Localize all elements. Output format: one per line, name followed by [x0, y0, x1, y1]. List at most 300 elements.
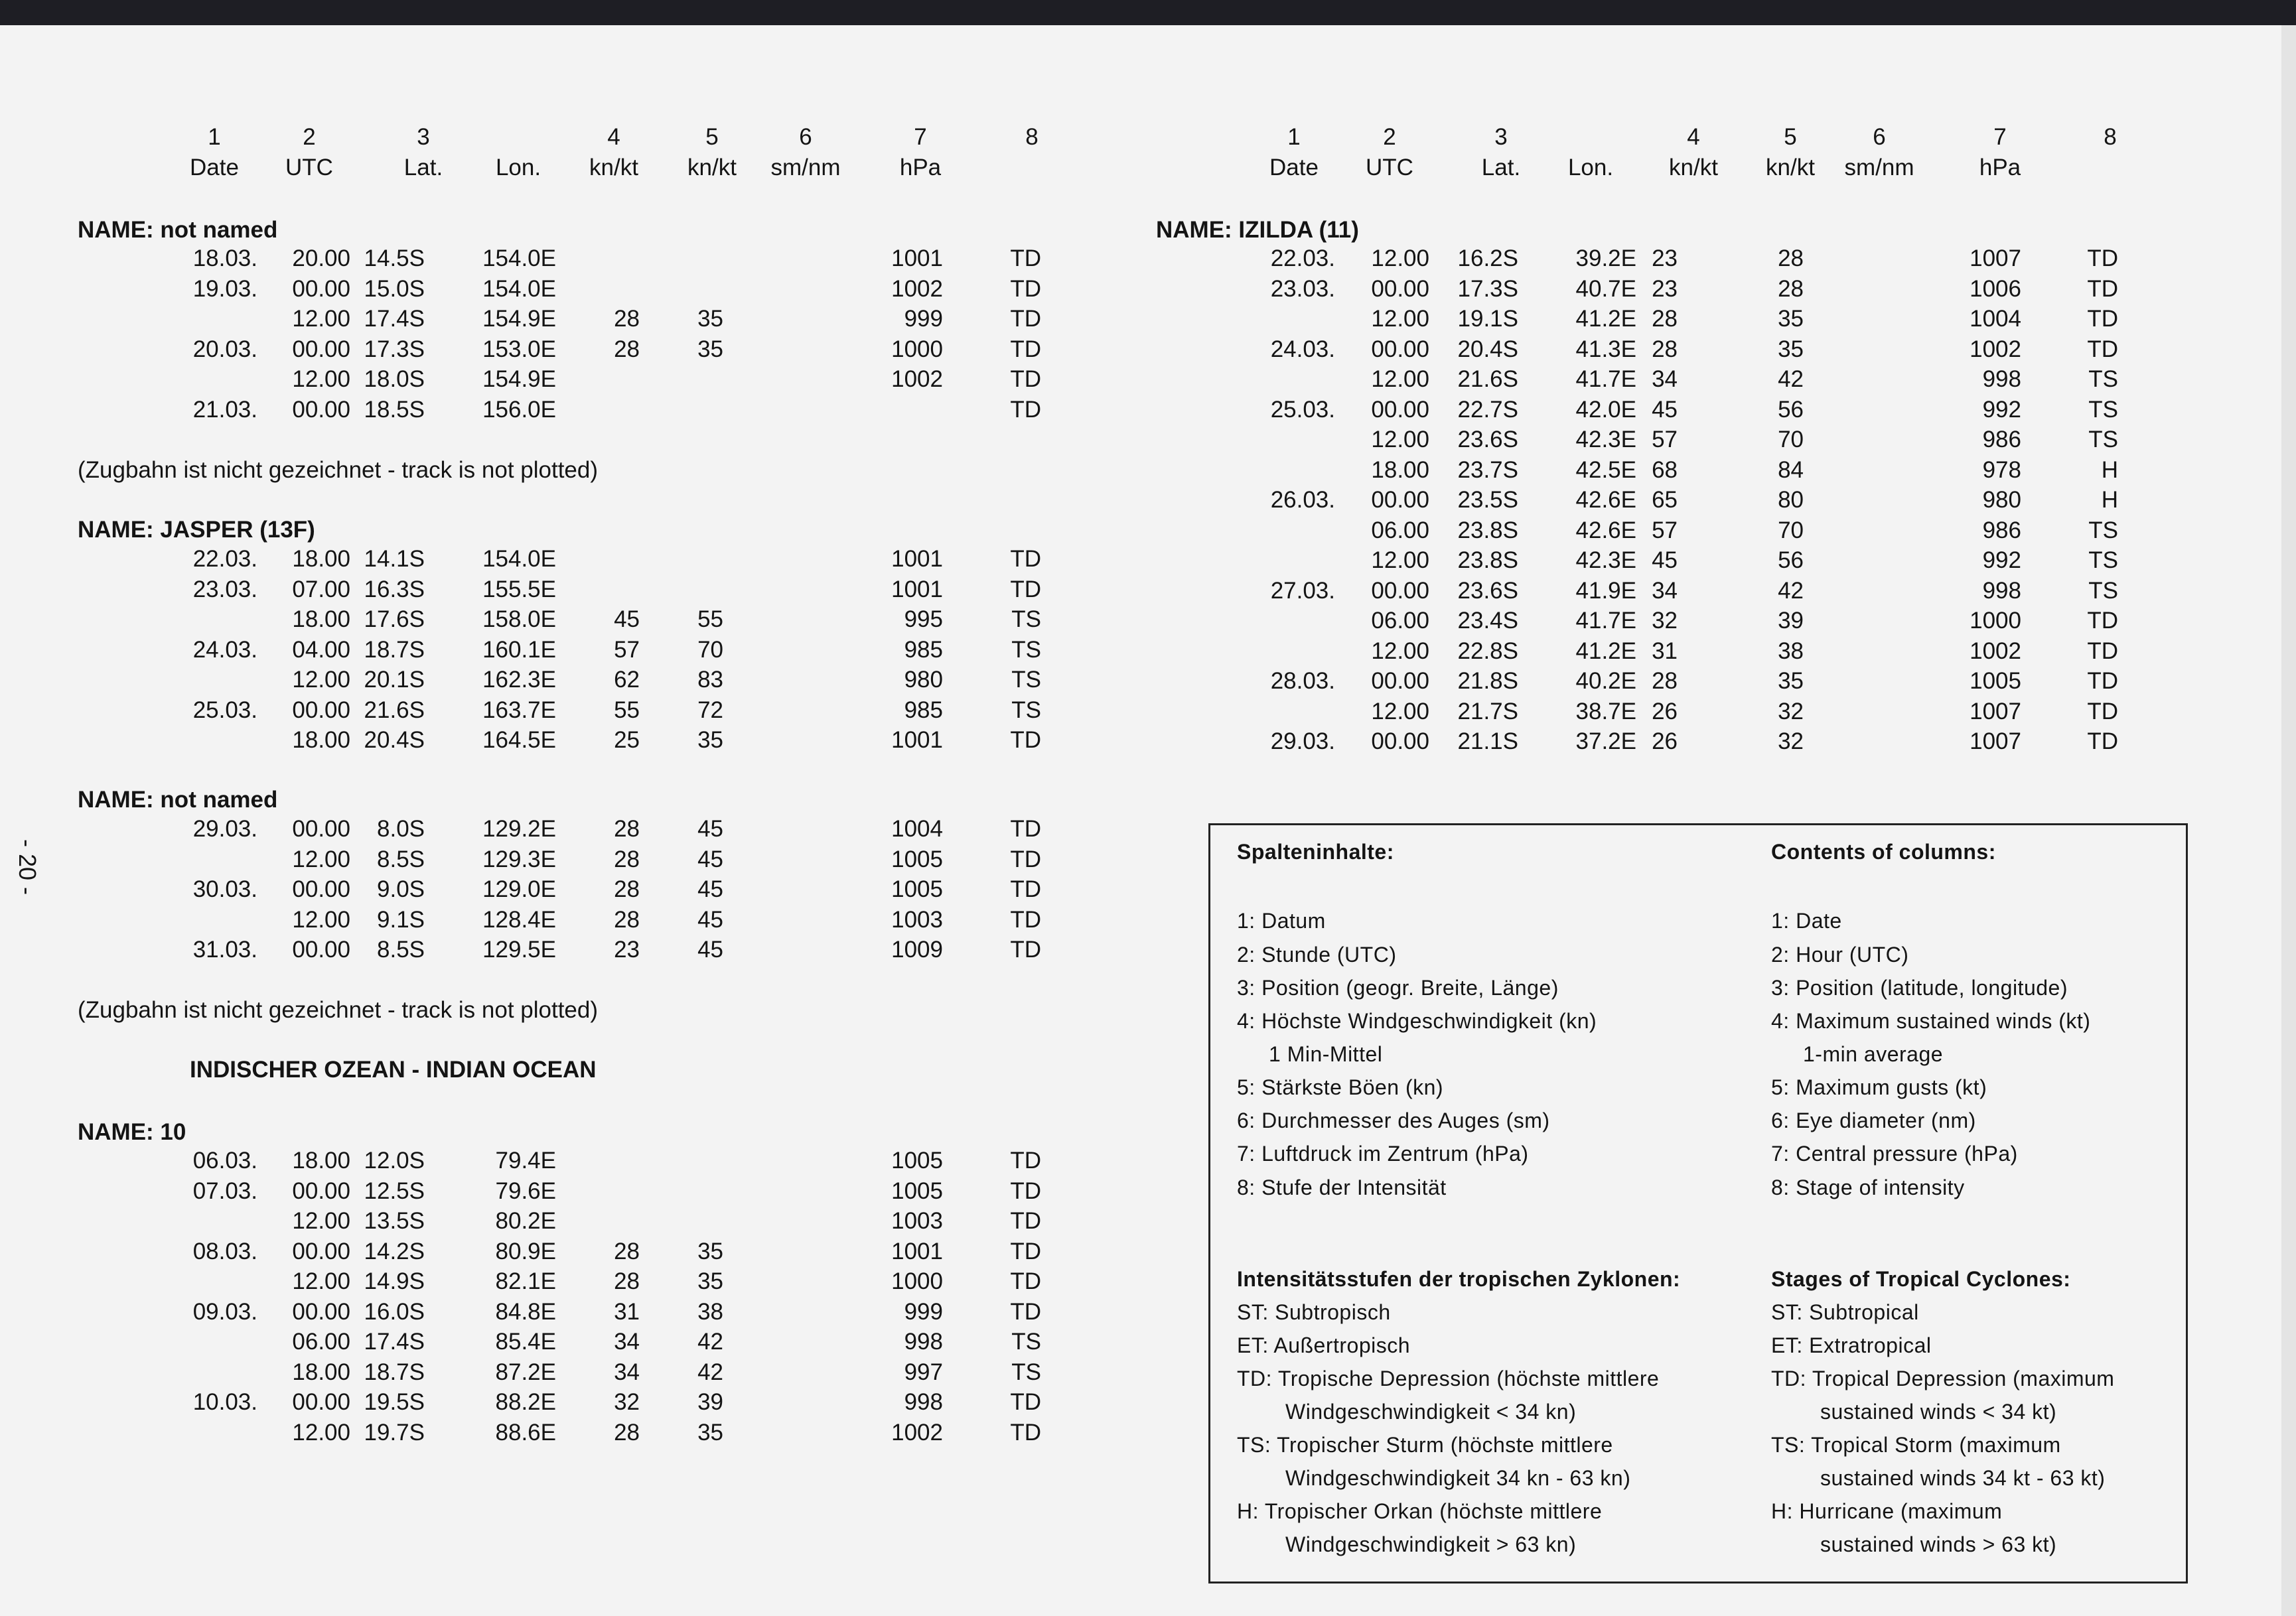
cell-gust: 32	[1778, 728, 1804, 754]
cell-utc: 00.00	[292, 1178, 350, 1204]
cell-lon: 79.4E	[495, 1148, 556, 1174]
storm-name: NAME: not named	[78, 787, 278, 813]
cell-lat: 22.7S	[1457, 396, 1518, 423]
table-row	[0, 697, 2118, 727]
table-row	[0, 455, 2118, 486]
cell-stage: TD	[1010, 876, 1041, 902]
legend-item: 2: Stunde (UTC)	[1237, 943, 1397, 967]
cell-utc: 12.00	[1371, 638, 1429, 664]
cell-utc: 12.00	[292, 366, 350, 392]
cell-gust: 45	[697, 876, 723, 902]
cell-gust: 42	[1778, 366, 1804, 392]
cell-lat: 16.2S	[1457, 245, 1518, 271]
cell-utc: 00.00	[1371, 728, 1429, 754]
cell-date: 29.03.	[1270, 728, 1335, 754]
table-row	[0, 814, 1041, 844]
cell-pressure: 995	[904, 606, 943, 632]
cell-lon: 80.2E	[495, 1208, 556, 1234]
legend-item: 3: Position (geogr. Breite, Länge)	[1237, 976, 1559, 1000]
cell-utc: 18.00	[292, 1359, 350, 1385]
cell-lat: 23.5S	[1457, 487, 1518, 513]
cell-lat: 17.3S	[364, 336, 425, 362]
cell-pressure: 1006	[1970, 275, 2021, 302]
cell-gust: 45	[697, 846, 723, 872]
cell-lon: 88.6E	[495, 1419, 556, 1446]
table-row	[0, 935, 1041, 965]
header-col-8: 8	[2104, 124, 2117, 150]
cell-wind: 23	[1652, 245, 1678, 271]
cell-lon: 42.6E	[1575, 517, 1636, 543]
cell-stage: TS	[1011, 667, 1041, 693]
table-row	[0, 364, 2118, 395]
cell-pressure: 1005	[1970, 668, 2021, 694]
cell-lat: 17.4S	[364, 1329, 425, 1355]
table-row	[0, 576, 2118, 606]
cell-stage: TD	[1010, 306, 1041, 332]
cell-lat: 23.6S	[1457, 427, 1518, 452]
header-col-3: 3 Lat.	[1481, 124, 1521, 180]
cell-wind: 28	[614, 906, 640, 933]
header-col-5: 5 kn/kt	[687, 124, 737, 180]
storm-name: NAME: not named	[78, 217, 278, 243]
storm-name: NAME: 10	[78, 1119, 186, 1145]
cell-pressure: 978	[1982, 456, 2021, 483]
cell-pressure: 999	[904, 306, 943, 332]
legend-item: 5: Stärkste Böen (kn)	[1237, 1075, 1444, 1099]
cell-wind: 45	[1652, 547, 1678, 573]
cell-gust: 56	[1778, 547, 1804, 573]
cell-lon: 38.7E	[1575, 698, 1636, 724]
cell-utc: 00.00	[292, 876, 350, 902]
cell-lon: 80.9E	[495, 1238, 556, 1264]
cell-gust: 70	[1778, 517, 1804, 543]
cell-pressure: 998	[904, 1389, 943, 1415]
track-note: (Zugbahn ist nicht gezeichnet - track is not plotted)	[78, 997, 599, 1023]
cell-pressure: 1002	[1970, 336, 2021, 362]
cell-stage: TD	[2087, 275, 2118, 302]
cell-pressure: 1002	[891, 275, 943, 302]
cell-pressure: 985	[904, 636, 943, 663]
cell-gust: 80	[1778, 487, 1804, 513]
cell-stage: TD	[1010, 275, 1041, 302]
cell-lat: 13.5S	[364, 1208, 425, 1234]
cell-wind: 28	[1652, 668, 1678, 694]
cell-wind: 68	[1652, 456, 1678, 483]
cell-stage: TS	[2088, 396, 2118, 423]
cell-stage: TD	[1010, 1298, 1041, 1325]
cell-wind: 26	[1652, 728, 1678, 754]
cell-gust: 35	[697, 336, 723, 362]
cell-lat: 18.0S	[364, 366, 425, 392]
cell-pressure: 992	[1982, 396, 2021, 423]
table-row	[0, 1327, 1041, 1357]
cell-pressure: 1004	[1970, 306, 2021, 332]
cell-gust: 28	[1778, 275, 1804, 302]
ocean-heading: INDISCHER OZEAN - INDIAN OCEAN	[190, 1057, 597, 1083]
cell-lon: 129.5E	[482, 937, 556, 963]
cell-pressure: 980	[1982, 487, 2021, 513]
stage-item: TD: Tropische Depression (höchste mittlere	[1237, 1367, 1660, 1390]
cell-lat: 23.4S	[1457, 608, 1518, 634]
cell-gust: 45	[697, 816, 723, 842]
cell-utc: 00.00	[1371, 396, 1429, 423]
legend-item: 1: Date	[1771, 909, 1842, 933]
cell-stage: TS	[2088, 517, 2118, 543]
cell-utc: 00.00	[1371, 487, 1429, 513]
header-col-7: 7 hPa	[899, 124, 942, 180]
cell-lon: 154.0E	[482, 275, 556, 302]
cell-wind: 32	[1652, 608, 1678, 634]
cell-pressure: 1000	[891, 336, 943, 362]
cell-pressure: 1007	[1970, 728, 2021, 754]
cell-wind: 57	[1652, 517, 1678, 543]
cell-stage: TD	[2087, 336, 2118, 362]
cell-utc: 00.00	[292, 1238, 350, 1264]
table-row	[0, 334, 2118, 365]
cell-gust: 42	[697, 1359, 723, 1385]
cell-stage: TD	[1010, 1208, 1041, 1234]
cell-gust: 38	[697, 1298, 723, 1325]
header-col-5: 5 kn/kt	[1766, 124, 1815, 180]
cell-wind: 28	[614, 336, 640, 362]
stage-item: sustained winds < 34 kt)	[1820, 1400, 2057, 1424]
cell-lon: 41.7E	[1575, 366, 1636, 392]
cell-date: 08.03.	[192, 1238, 257, 1264]
cell-date: 23.03.	[192, 576, 257, 602]
table-row	[0, 1237, 1041, 1267]
cell-utc: 12.00	[292, 1419, 350, 1446]
cell-lat: 21.8S	[1457, 668, 1518, 694]
cell-wind: 28	[1652, 336, 1678, 362]
cell-wind: 32	[614, 1389, 640, 1415]
cell-stage: TD	[1010, 1148, 1041, 1174]
cell-pressure: 1001	[891, 546, 943, 572]
cell-gust: 35	[1778, 336, 1804, 362]
cell-utc: 18.00	[292, 606, 350, 632]
legend-item: 2: Hour (UTC)	[1771, 943, 1909, 967]
cell-date: 19.03.	[192, 275, 257, 302]
cell-stage: TD	[2087, 668, 2118, 694]
cell-lat: 12.5S	[364, 1178, 425, 1204]
cell-wind: 65	[1652, 487, 1678, 513]
cell-pressure: 998	[1982, 577, 2021, 604]
cell-utc: 07.00	[292, 576, 350, 602]
table-row	[0, 1146, 1041, 1176]
cell-utc: 12.00	[1371, 547, 1429, 573]
cell-lat: 8.5S	[377, 937, 425, 963]
table-row	[0, 485, 2118, 515]
cell-lat: 8.5S	[377, 846, 425, 872]
cell-gust: 83	[697, 667, 723, 693]
cell-stage: TD	[2087, 245, 2118, 271]
cell-gust: 42	[697, 1329, 723, 1355]
cell-wind: 25	[614, 727, 640, 753]
stage-item: TS: Tropical Storm (maximum	[1771, 1433, 2061, 1457]
cell-wind: 28	[614, 816, 640, 842]
cell-lat: 19.5S	[364, 1389, 425, 1415]
cell-utc: 00.00	[292, 1389, 350, 1415]
cell-lat: 19.1S	[1457, 306, 1518, 332]
table-row	[0, 545, 2118, 576]
stage-item: H: Hurricane (maximum	[1771, 1499, 2003, 1523]
stage-item: Windgeschwindigkeit < 34 kn)	[1285, 1400, 1577, 1424]
cell-utc: 12.00	[292, 667, 350, 693]
cell-utc: 20.00	[292, 245, 350, 271]
legend-item: 1 Min-Mittel	[1269, 1042, 1383, 1066]
track-note: (Zugbahn ist nicht gezeichnet - track is not plotted)	[78, 457, 599, 483]
stage-item: sustained winds 34 kt - 63 kt)	[1820, 1466, 2106, 1490]
cell-date: 07.03.	[192, 1178, 257, 1204]
cell-lat: 18.7S	[364, 1359, 425, 1385]
cell-utc: 00.00	[292, 336, 350, 362]
table-row	[0, 1418, 1041, 1448]
cell-utc: 18.00	[292, 727, 350, 753]
cell-utc: 12.00	[1371, 245, 1429, 271]
cell-stage: TD	[1010, 906, 1041, 933]
cell-stage: TD	[1010, 336, 1041, 362]
cell-pressure: 1002	[1970, 638, 2021, 664]
cell-lat: 17.3S	[1457, 275, 1518, 302]
cell-utc: 12.00	[292, 846, 350, 872]
table-row	[0, 274, 2118, 304]
cell-utc: 18.00	[292, 546, 350, 572]
legend-heading-de: Spalteninhalte:	[1237, 840, 1394, 864]
cell-lon: 160.1E	[482, 636, 556, 663]
cell-utc: 12.00	[1371, 306, 1429, 332]
cell-pressure: 1007	[1970, 698, 2021, 724]
cell-pressure: 1001	[891, 576, 943, 602]
cell-lat: 20.1S	[364, 667, 425, 693]
cell-lat: 9.0S	[377, 876, 425, 902]
cell-stage: TS	[2088, 577, 2118, 604]
cell-lon: 42.6E	[1575, 487, 1636, 513]
cell-lon: 84.8E	[495, 1298, 556, 1325]
cell-lon: 41.3E	[1575, 336, 1636, 362]
cell-wind: 55	[614, 697, 640, 723]
stage-item: Windgeschwindigkeit 34 kn - 63 kn)	[1285, 1466, 1631, 1490]
cell-lat: 14.5S	[364, 245, 425, 271]
legend-item: 7: Luftdruck im Zentrum (hPa)	[1237, 1142, 1529, 1166]
cell-pressure: 1002	[891, 366, 943, 392]
cell-lon: 40.7E	[1575, 275, 1636, 302]
cell-wind: 28	[614, 1419, 640, 1446]
cell-gust: 45	[697, 937, 723, 963]
cell-gust: 35	[697, 1419, 723, 1446]
cell-lon: 163.7E	[482, 697, 556, 723]
cell-stage: TD	[1010, 546, 1041, 572]
cell-stage: TD	[2087, 728, 2118, 754]
cell-stage: TD	[1010, 937, 1041, 963]
cell-lon: 154.9E	[482, 306, 556, 332]
table-row	[0, 874, 1041, 905]
table-row	[0, 606, 2118, 636]
cell-wind: 28	[614, 876, 640, 902]
cell-stage: TD	[1010, 1178, 1041, 1204]
cell-utc: 00.00	[292, 1298, 350, 1325]
scan-right-edge	[2281, 25, 2296, 1616]
cell-utc: 06.00	[1371, 517, 1429, 543]
cell-utc: 12.00	[292, 306, 350, 332]
cell-gust: 35	[697, 1238, 723, 1264]
legend-item: 8: Stufe der Intensität	[1237, 1176, 1447, 1199]
cell-stage: H	[2101, 487, 2118, 513]
cell-stage: TD	[1010, 396, 1041, 423]
cell-lon: 156.0E	[482, 396, 556, 423]
cell-lat: 21.6S	[364, 697, 425, 723]
legend-item: 3: Position (latitude, longitude)	[1771, 976, 2068, 1000]
cell-lon: 37.2E	[1575, 728, 1636, 754]
cell-lon: 41.2E	[1575, 306, 1636, 332]
cell-date: 25.03.	[192, 697, 257, 723]
table-row	[0, 1266, 1041, 1297]
cell-lat: 18.7S	[364, 636, 425, 663]
cell-date: 25.03.	[1270, 396, 1335, 423]
table-row	[0, 395, 2118, 425]
cell-pressure: 997	[904, 1359, 943, 1385]
cell-date: 23.03.	[1270, 275, 1335, 302]
cell-gust: 56	[1778, 396, 1804, 423]
stage-item: TD: Tropical Depression (maximum	[1771, 1367, 2115, 1390]
cell-lat: 19.7S	[364, 1419, 425, 1446]
cell-pressure: 992	[1982, 547, 2021, 573]
cell-date: 18.03.	[192, 245, 257, 271]
cell-utc: 18.00	[1371, 456, 1429, 483]
cell-date: 24.03.	[192, 636, 257, 663]
cell-stage: TS	[2088, 547, 2118, 573]
cell-lat: 17.4S	[364, 306, 425, 332]
cell-pressure: 1001	[891, 245, 943, 271]
cell-lat: 15.0S	[364, 275, 425, 302]
cell-utc: 12.00	[292, 1208, 350, 1234]
cell-wind: 23	[1652, 275, 1678, 302]
cell-lat: 17.6S	[364, 606, 425, 632]
cell-wind: 28	[614, 846, 640, 872]
cell-lon: 42.3E	[1575, 427, 1636, 452]
cell-lat: 20.4S	[364, 727, 425, 753]
stage-item: sustained winds > 63 kt)	[1820, 1532, 2057, 1556]
cell-pressure: 1009	[891, 937, 943, 963]
cell-gust: 45	[697, 906, 723, 933]
cell-utc: 00.00	[1371, 336, 1429, 362]
cell-stage: TS	[1011, 1359, 1041, 1385]
cell-pressure: 986	[1982, 427, 2021, 452]
cell-lat: 14.2S	[364, 1238, 425, 1264]
cell-lat: 21.7S	[1457, 698, 1518, 724]
cell-stage: TD	[1010, 816, 1041, 842]
table-row	[0, 304, 2118, 334]
cell-pressure: 1003	[891, 1208, 943, 1234]
storm-name: NAME: JASPER (13F)	[78, 517, 315, 543]
cell-gust: 55	[697, 606, 723, 632]
header-col-7: 7 hPa	[1979, 124, 2021, 180]
cell-pressure: 1004	[891, 816, 943, 842]
cell-lon: 79.6E	[495, 1178, 556, 1204]
cell-gust: 70	[697, 636, 723, 663]
cell-lon: 41.9E	[1575, 577, 1636, 604]
cell-wind: 45	[614, 606, 640, 632]
cell-lon: 129.2E	[482, 816, 556, 842]
cell-stage: TD	[2087, 608, 2118, 634]
cell-gust: 35	[697, 306, 723, 332]
cell-lon: 42.5E	[1575, 456, 1636, 483]
cell-lon: 154.0E	[482, 546, 556, 572]
cell-stage: TS	[2088, 427, 2118, 452]
stage-item: ET: Extratropical	[1771, 1333, 1932, 1357]
cell-stage: TD	[1010, 245, 1041, 271]
cell-gust: 84	[1778, 456, 1804, 483]
header-col-8: 8	[1025, 124, 1039, 150]
cell-date: 20.03.	[192, 336, 257, 362]
cell-stage: TS	[1011, 636, 1041, 663]
cell-lon: 129.0E	[482, 876, 556, 902]
cell-lon: 41.7E	[1575, 608, 1636, 634]
legend-item: 4: Maximum sustained winds (kt)	[1771, 1009, 2091, 1033]
header-col-4: 4 kn/kt	[589, 124, 638, 180]
table-row	[0, 905, 1041, 935]
cell-date: 30.03.	[192, 876, 257, 902]
cell-pressure: 998	[1982, 366, 2021, 392]
cell-lat: 21.6S	[1457, 366, 1518, 392]
cell-stage: TD	[1010, 366, 1041, 392]
stage-item: ST: Subtropical	[1771, 1300, 1919, 1324]
cell-lon: 164.5E	[482, 727, 556, 753]
cell-gust: 38	[1778, 638, 1804, 664]
cell-date: 24.03.	[1270, 336, 1335, 362]
cell-stage: TD	[1010, 727, 1041, 753]
cell-lat: 23.8S	[1457, 547, 1518, 573]
cell-lon: 82.1E	[495, 1268, 556, 1294]
cell-date: 22.03.	[1270, 245, 1335, 271]
cell-stage: TS	[2088, 366, 2118, 392]
table-row	[0, 1297, 1041, 1327]
stage-item: H: Tropischer Orkan (höchste mittlere	[1237, 1499, 1603, 1523]
cell-pressure: 1002	[891, 1419, 943, 1446]
cell-stage: TD	[2087, 306, 2118, 332]
cell-gust: 72	[697, 697, 723, 723]
cell-lon: 40.2E	[1575, 668, 1636, 694]
cell-date: 21.03.	[192, 396, 257, 423]
cell-utc: 00.00	[292, 396, 350, 423]
cell-wind: 62	[614, 667, 640, 693]
cell-utc: 00.00	[1371, 668, 1429, 694]
cell-utc: 12.00	[292, 1268, 350, 1294]
cell-stage: TD	[1010, 576, 1041, 602]
cell-stage: TD	[1010, 1238, 1041, 1264]
stage-item: ET: Außertropisch	[1237, 1333, 1411, 1357]
stage-item: Windgeschwindigkeit > 63 kn)	[1285, 1532, 1577, 1556]
cell-pressure: 985	[904, 697, 943, 723]
header-col-4: 4 kn/kt	[1669, 124, 1718, 180]
table-row	[0, 425, 2118, 455]
page-number: - 20 -	[14, 839, 41, 896]
cell-utc: 12.00	[1371, 698, 1429, 724]
table-row	[0, 726, 2118, 757]
cell-pressure: 1001	[891, 1238, 943, 1264]
cell-pressure: 1000	[891, 1268, 943, 1294]
legend-item: 6: Eye diameter (nm)	[1771, 1109, 1976, 1132]
cell-gust: 28	[1778, 245, 1804, 271]
cell-pressure: 1001	[891, 727, 943, 753]
cell-lon: 162.3E	[482, 667, 556, 693]
cell-pressure: 980	[904, 667, 943, 693]
table-row	[0, 1387, 1041, 1418]
header-col-6: 6 sm/nm	[770, 124, 841, 180]
cell-utc: 00.00	[292, 697, 350, 723]
cell-date: 10.03.	[192, 1389, 257, 1415]
cell-stage: TD	[1010, 1389, 1041, 1415]
header-col-6: 6 sm/nm	[1844, 124, 1914, 180]
table-row	[0, 1357, 1041, 1388]
